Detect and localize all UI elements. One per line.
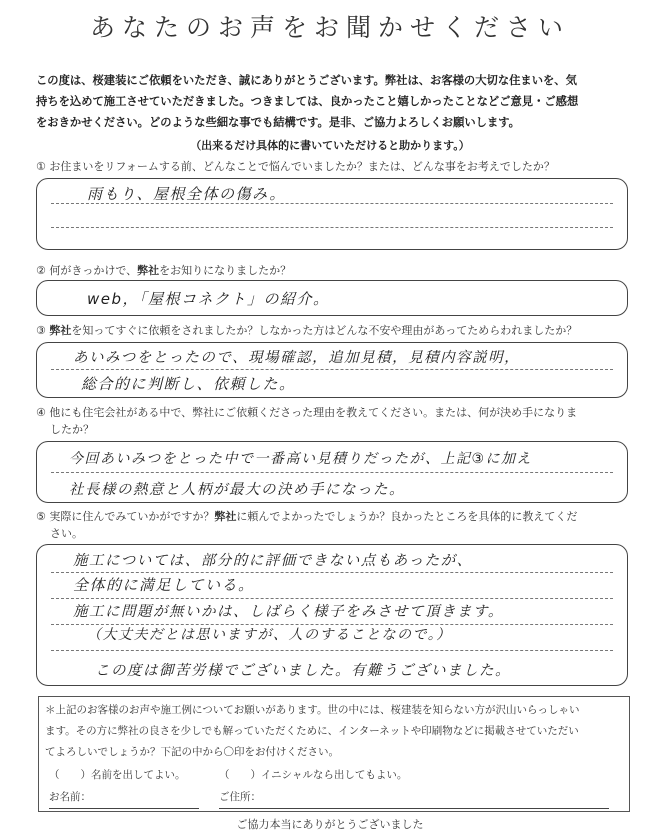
footer-line-1: ＊上記のお客様のお声や施工例についてお願いがあります。世の中には、桜建装を知らない方が沢山いらっしゃい [45,704,580,716]
question-2: ② 何がきっかけで、弊社をお知りになりましたか？ [36,264,292,277]
answer-1-line-1: 雨もり、屋根全体の傷み。 [87,185,286,203]
question-number: ② [36,264,46,277]
footer-line-3: てよろしいでしょうか？下記の中から〇印をお付けください。 [45,746,339,758]
question-number: ① [36,160,46,173]
publication-consent-box [38,696,630,812]
answer-5-line-3: 施工に問題が無いかは、しばらく様子をみさせて頂きます。 [73,604,504,620]
question-text: お住まいをリフォームする前、どんなことで悩んでいましたか？または、どんな事をお考えでしたか？ [49,160,555,173]
answer-5-line-2: 全体的に満足している。 [73,576,255,594]
answer-5-line-1: 施工については、部分的に評価できない点もあったが、 [73,553,473,569]
answer-2-line-1: web，「屋根コネクト」の紹介。 [87,290,330,308]
question-number: ④ [36,406,46,419]
answer-4-line-2: 社長様の熱意と人柄が最大の決め手になった。 [69,482,405,498]
answer-3-line-1: あいみつをとったので、現場確認，追加見積，見積内容説明， [73,350,521,366]
answer-box-4[interactable] [36,441,628,503]
consent-option-name[interactable]: （ ）名前を出してよい。 [49,769,186,781]
answer-box-1[interactable] [36,178,628,250]
thanks-message: ご協力本当にありがとうございました [236,818,424,831]
consent-option-initials[interactable]: （ ）イニシャルなら出してもよい。 [219,769,408,781]
question-1 [36,158,636,175]
answer-box-3[interactable] [36,342,628,398]
answer-3-line-2: 総合的に判断し、依頼した。 [81,375,296,393]
intro-line-3: をおきかせください。どのような些細な事でも結構です。是非、ご協力よろしくお願いします。 [36,116,520,129]
address-field[interactable]: ご住所： [219,787,609,809]
question-5: ⑤ 実際に住んでみていかがですか？弊社に頼んでよかったでしょうか？良かったところを具体的に教えてくだ さい。 [36,510,578,540]
answer-5-line-5: この度は御苦労様でございました。有難うございました。 [95,663,511,679]
question-4: ④ 他にも住宅会社がある中で、弊社にご依頼くださった理由を教えてください。または、何が決め手になりま したか？ [36,406,578,436]
intro-line-1: この度は、桜建装にご依頼をいただき、誠にありがとうございます。弊社は、お客様の大切な住まいを、気 [36,74,577,87]
question-number: ③ [36,324,46,337]
answer-5-line-4: （大丈夫だとは思いますが、人のすることなので。） [87,627,452,643]
intro-line-2: 持ちを込めて施工させていただきました。つきましては、良かったこと嬉しかったことなどご意見・ご感想 [36,95,579,108]
question-3: ③ 弊社を知ってすぐに依頼をされましたか？しなかった方はどんな不安や理由があってためらわれましたか？ [36,324,578,337]
answer-4-line-1: 今回あいみつをとった中で一番高い見積りだったが、上記③に加え [69,451,532,467]
footer-line-2: ます。その方に弊社の良さを少しでも解っていただくために、インターネットや印刷物などに掲載させていただい [45,725,579,737]
question-number: ⑤ [36,510,46,523]
page-title: あなたのお声をお聞かせください [89,13,570,42]
answer-box-5[interactable] [36,544,628,686]
name-field[interactable]: お名前： [49,787,199,809]
intro-note: （出来るだけ具体的に書いていただけると助かります。） [190,139,470,152]
answer-box-2[interactable] [36,280,628,316]
